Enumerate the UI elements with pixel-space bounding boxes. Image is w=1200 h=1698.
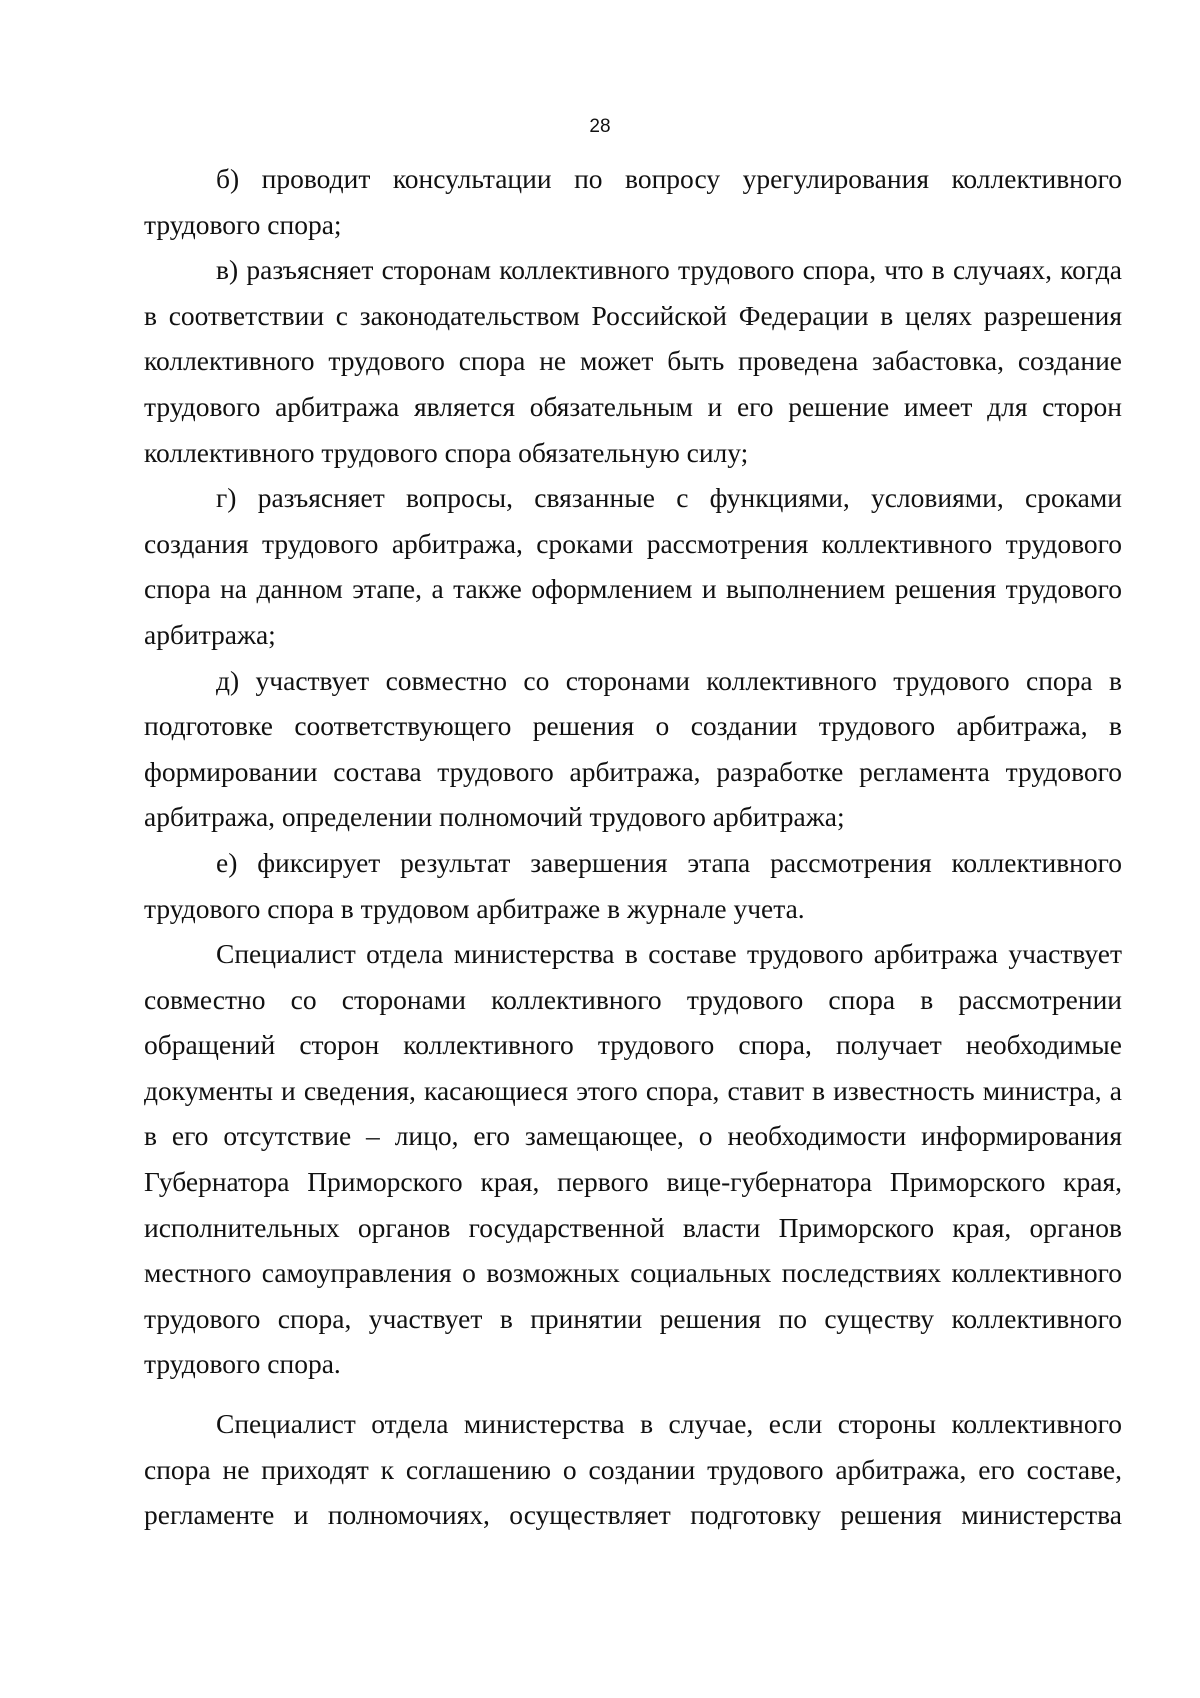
page-number: 28 <box>589 116 611 137</box>
paragraph-g: г) разъясняет вопросы, связанные с функциями, условиями, сроками создания трудового арбитража, сроками рассмотрения коллективного трудового спора на данном этапе, а также оформлением и выполнением решения трудового арбитража; <box>144 482 1122 650</box>
document-body <box>144 156 1122 1538</box>
paragraph-specialist-decision: Специалист отдела министерства в случае, если стороны коллективного спора не приходят к соглашению о создании трудового арбитража, его составе, регламенте и полномочиях, осуществляет подготовку решения министерства <box>144 1408 1122 1531</box>
paragraph-d: д) участвует совместно со сторонами коллективного трудового спора в подготовке соответствующего решения о создании трудового арбитража, в формировании состава трудового арбитража, разработке регламента трудового арбитража, определении полномочий трудового арбитража; <box>144 664 1122 833</box>
paragraph-b: б) проводит консультации по вопросу урегулирования коллективного трудового спора; <box>144 163 1122 240</box>
paragraph-v: в) разъясняет сторонам коллективного трудового спора, что в случаях, когда в соответствии с законодательством Российской Федерации в целях разрешения коллективного трудового спора не может быть проведена забастовка, создание трудового арбитража является обязательным и его решение имеет для сторон коллективного трудового спора обязательную силу; <box>144 254 1122 468</box>
paragraph-e: е) фиксирует результат завершения этапа рассмотрения коллективного трудового спора в трудовом арбитраже в журнале учета. <box>144 846 1122 924</box>
paragraph-specialist-arbitration: Специалист отдела министерства в составе трудового арбитража участвует совместно со сторонами коллективного трудового спора в рассмотрении обращений сторон коллективного трудового спора, получает необходимые документы и сведения, касающиеся этого спора, ставит в известность министра, а в его отсутствие – лицо, его замещающее, о необходимости информирования Губернатора Приморского края, первого вице-губернатора Приморского края, исполнительных органов государственной власти Приморского края, органов местного самоуправления о возможных социальных последствиях коллективного трудового спора, участвует в принятии решения по существу коллективного трудового спора. <box>144 938 1122 1380</box>
